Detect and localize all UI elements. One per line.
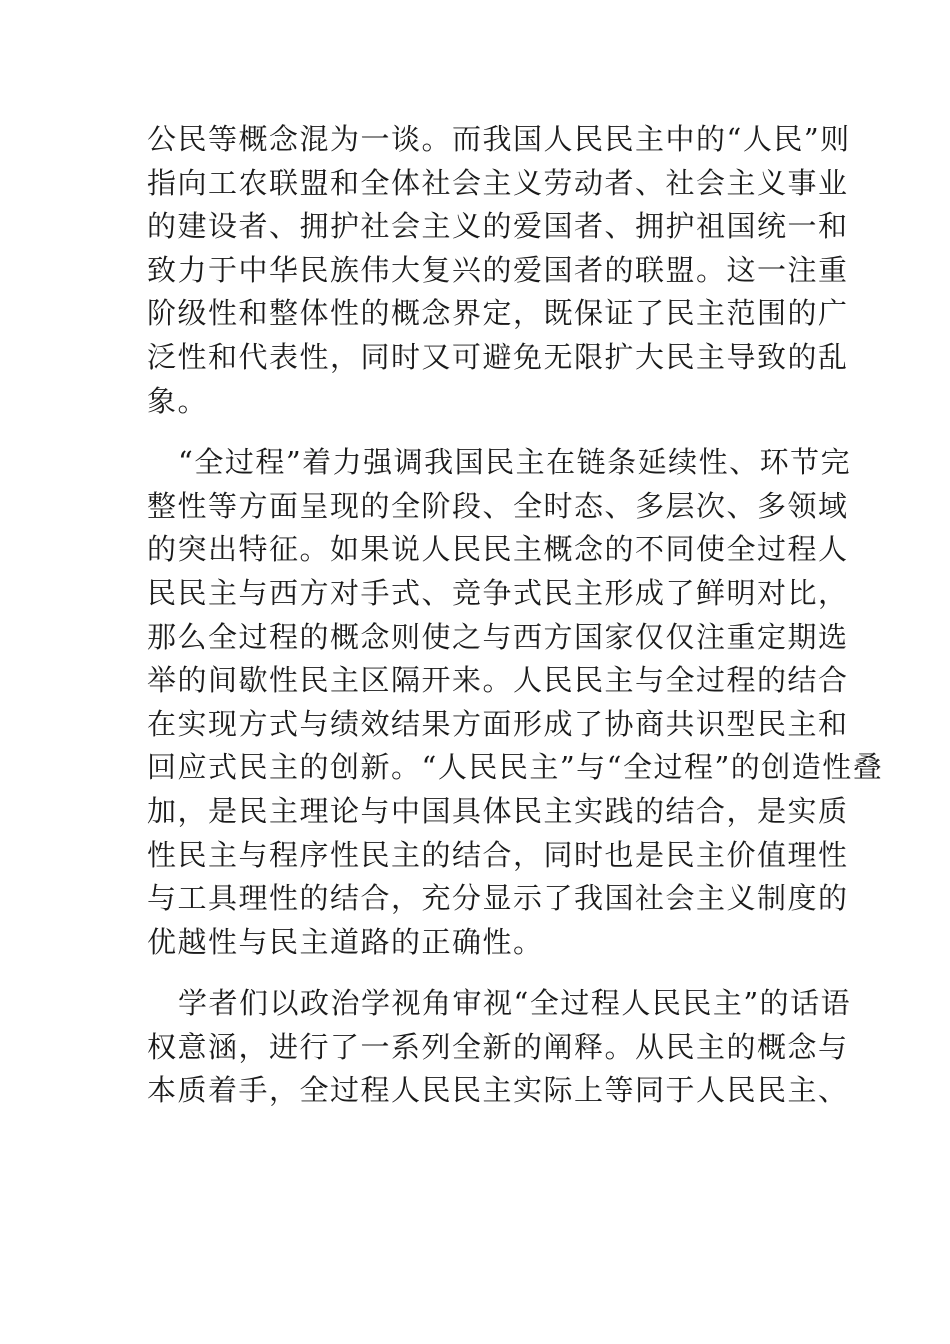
text-line: 指向工农联盟和全体社会主义劳动者、社会主义事业 [147,165,849,200]
text-line: 与工具理性的结合，充分显示了我国社会主义制度的 [147,881,849,916]
document-body [147,118,884,1131]
text-line: 权意涵，进行了一系列全新的阐释。从民主的概念与 [147,1029,849,1064]
text-line: 那么全过程的概念则使之与西方国家仅仅注重定期选 [147,619,849,654]
text-line: 举的间歇性民主区隔开来。人民民主与全过程的结合 [147,663,849,698]
text-line: 在实现方式与绩效结果方面形成了协商共识型民主和 [147,706,849,741]
text-line: 的突出特征。如果说人民民主概念的不同使全过程人 [147,532,849,567]
paragraph-3 [147,982,852,1113]
text-line: 公民等概念混为一谈。而我国人民民主中的“人民”则 [147,122,851,156]
text-line: 性民主与程序性民主的结合，同时也是民主价值理性 [147,837,849,872]
text-line: 整性等方面呈现的全阶段、全时态、多层次、多领域 [147,488,849,523]
text-line: 优越性与民主道路的正确性。 [147,924,544,959]
text-line: “全过程”着力强调我国民主在链条延续性、环节完 [178,445,852,480]
text-line: 阶级性和整体性的概念界定，既保证了民主范围的广 [147,296,849,331]
paragraph-1 [147,118,851,423]
text-line: 泛性和代表性，同时又可避免无限扩大民主导致的乱 [147,339,849,374]
text-line: 民民主与西方对手式、竞争式民主形成了鲜明对比， [147,575,849,610]
text-line: 学者们以政治学视角审视“全过程人民民主”的话语 [178,986,852,1021]
text-line: 致力于中华民族伟大复兴的爱国者的联盟。这一注重 [147,252,849,287]
text-line: 加，是民主理论与中国具体民主实践的结合，是实质 [147,793,849,828]
text-line: 象。 [147,383,209,418]
text-line: 回应式民主的创新。“人民民主”与“全过程”的创造性叠 [147,750,884,785]
text-line: 的建设者、拥护社会主义的爱国者、拥护祖国统一和 [147,209,849,244]
text-line: 本质着手，全过程人民民主实际上等同于人民民主、 [147,1073,849,1108]
paragraph-2 [147,441,884,964]
